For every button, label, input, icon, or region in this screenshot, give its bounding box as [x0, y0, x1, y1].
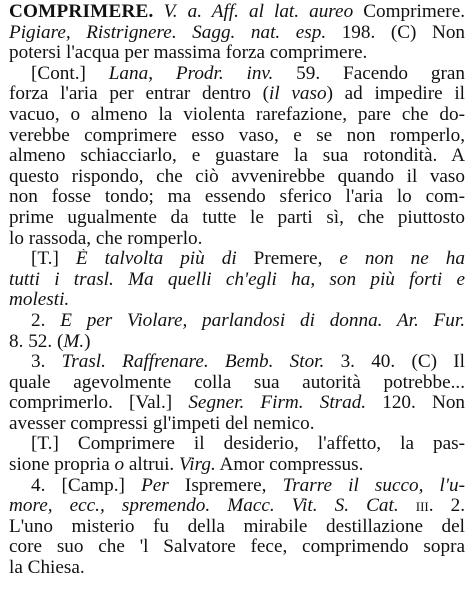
text-line	[9, 84, 465, 105]
text-line	[9, 249, 465, 270]
italic-text: Lana, Prodr. inv.	[108, 63, 274, 84]
italic-text: Pigiare, Ristrignere. Sagg. nat. esp.	[9, 22, 327, 43]
text-line	[9, 43, 465, 64]
dictionary-entry-comprimere	[9, 2, 465, 579]
text-line	[9, 23, 465, 44]
text-run: verebbe comprimere esso vaso, e se non romperlo,	[9, 125, 465, 146]
text-run: core suo che 'l Salvatore fece, comprimendo sopra	[9, 537, 465, 558]
text-line	[9, 105, 465, 126]
text-run: Ispremere,	[168, 475, 283, 496]
text-run: avesser compressi gl'impeti del nemico.	[9, 413, 315, 434]
text-run: 3. 40. (C) Il	[324, 352, 465, 373]
text-run: 198. (C) Non	[326, 22, 465, 43]
text-line	[9, 373, 465, 394]
text-run: quale agevolmente colla sua autorità potrebbe...	[9, 372, 465, 393]
text-run	[154, 2, 164, 22]
text-run: comprimerlo. [Val.]	[9, 393, 189, 414]
italic-text: È talvolta più di	[75, 249, 237, 270]
text-line	[9, 496, 465, 517]
text-run: 8. 52. (	[9, 331, 64, 352]
text-run: )	[84, 331, 91, 352]
text-run: Amor compressus.	[215, 455, 364, 476]
text-run: L'uno misterio fu della mirabile destillazione del	[9, 516, 465, 537]
text-run: iii	[415, 496, 429, 517]
italic-text: E per Violare, parlandosi di donna. Ar. Fur.	[60, 310, 465, 331]
text-run: prime ugualmente da tutte le parti sì, che piuttosto	[9, 207, 465, 228]
text-run	[399, 496, 416, 516]
text-run: [Cont.]	[31, 63, 109, 84]
italic-text: M.	[63, 331, 85, 352]
text-line	[9, 290, 465, 311]
text-run: 2.	[31, 310, 61, 331]
text-line	[9, 558, 465, 579]
italic-text: V. a. Aff. al lat. aureo	[163, 2, 354, 22]
text-run: [T.] Comprimere il desiderio, l'affetto, la pas-	[31, 434, 465, 455]
italic-text: Segner. Firm. Strad.	[188, 393, 367, 414]
text-line	[9, 146, 465, 167]
text-line	[9, 352, 465, 373]
text-run: la Chiesa.	[9, 558, 85, 579]
text-line	[9, 393, 465, 414]
text-run: 120. Non	[366, 393, 465, 414]
text-run: non fosse tondo; ma essendo sferico l'aria lo com-	[9, 187, 465, 208]
italic-text: Trarre il succo, l'u-	[282, 475, 465, 496]
text-line	[9, 537, 465, 558]
text-run: ) ad impedire il	[326, 84, 465, 105]
italic-text: il vaso	[269, 84, 327, 105]
text-line	[9, 126, 465, 147]
text-run: lo rassoda, che romperlo.	[9, 228, 203, 249]
italic-text: e non ne ha	[339, 249, 465, 270]
text-run: potersi l'acqua per massima forza comprimere.	[9, 43, 368, 64]
text-run: 59. Facendo gran	[273, 63, 465, 84]
text-run: Premere,	[236, 249, 340, 270]
text-line	[9, 167, 465, 188]
text-run: 3.	[31, 352, 62, 373]
italic-text: molesti.	[9, 290, 70, 311]
italic-text: Virg.	[179, 455, 216, 476]
text-line	[9, 332, 465, 353]
text-line	[9, 2, 465, 23]
text-line	[9, 187, 465, 208]
text-line	[9, 434, 465, 455]
text-line	[9, 311, 465, 332]
text-line	[9, 64, 465, 85]
italic-text: o	[114, 455, 125, 476]
text-line	[9, 270, 465, 291]
text-line	[9, 229, 465, 250]
text-run: Comprimere.	[353, 2, 465, 22]
text-run: questo rispondo, che ciò avvenirebbe quando il vaso	[9, 166, 465, 187]
italic-text: more, ecc., spremendo. Macc. Vit. S. Cat.	[9, 496, 399, 517]
text-run: altrui.	[124, 455, 179, 476]
text-line	[9, 476, 465, 497]
text-run: vacuo, o almeno la violenta rarefazione, pare che do-	[9, 104, 465, 125]
text-run: 4. [Camp.]	[31, 475, 142, 496]
text-run: forza l'aria per entrar dentro (	[9, 84, 270, 105]
text-line	[9, 414, 465, 435]
text-line	[9, 455, 465, 476]
text-run: [T.]	[31, 249, 76, 270]
italic-text: Trasl. Raffrenare. Bemb. Stor.	[61, 352, 325, 373]
italic-text: tutti i trasl. Ma quelli ch'egli ha, son più forti e	[9, 269, 465, 290]
italic-text: Per	[141, 475, 169, 496]
text-run: sione propria	[9, 455, 115, 476]
text-run: almeno schiacciarlo, e guastare la sua rotondità. A	[9, 146, 465, 167]
headword: COMPRIMERE.	[9, 2, 154, 22]
text-line	[9, 517, 465, 538]
text-line	[9, 208, 465, 229]
text-run: . 2.	[428, 496, 465, 517]
